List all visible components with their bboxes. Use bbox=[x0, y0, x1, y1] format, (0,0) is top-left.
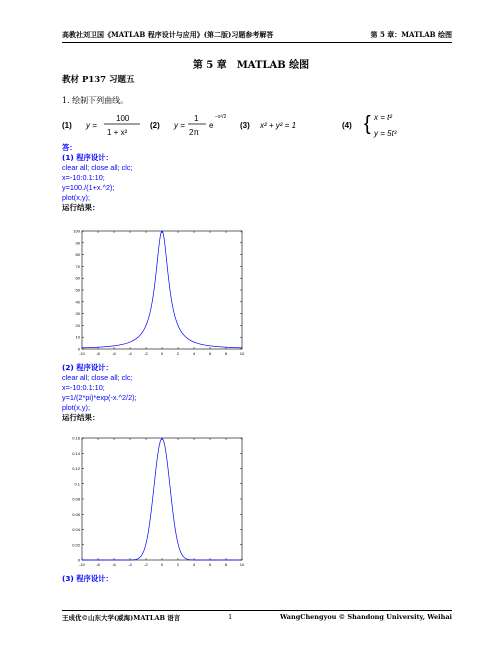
part2-code-line: y=1/(2*pi)*exp(-x.^2/2); bbox=[62, 393, 137, 402]
page-footer bbox=[62, 610, 452, 622]
y-tick-label: 0 bbox=[77, 557, 80, 563]
part1-code-line: y=100./(1+x.^2); bbox=[62, 183, 115, 192]
eq3-body: x² + y² = 1 bbox=[260, 121, 297, 130]
eq-label-4: (4) bbox=[342, 121, 352, 130]
part3-heading: (3) 程序设计： bbox=[62, 574, 113, 583]
y-tick-label: 0.14 bbox=[72, 450, 80, 456]
x-tick-label: 8 bbox=[224, 562, 228, 567]
x-tick-label: -2 bbox=[144, 351, 148, 356]
equations-row bbox=[62, 106, 442, 144]
eq2-den: 2π bbox=[189, 128, 199, 137]
x-tick-label: 6 bbox=[208, 351, 212, 356]
eq-label-1: (1) bbox=[62, 121, 72, 130]
plot-1 bbox=[62, 227, 252, 359]
x-tick-label: -2 bbox=[144, 562, 148, 567]
answer-block-1 bbox=[62, 143, 133, 213]
page-header bbox=[62, 30, 452, 43]
x-tick-label: 10 bbox=[239, 351, 245, 356]
x-tick-label: 2 bbox=[176, 562, 180, 567]
x-tick-label: 0 bbox=[160, 562, 164, 567]
x-tick-label: -4 bbox=[128, 562, 132, 567]
part1-result-label: 运行结果： bbox=[62, 203, 100, 212]
section-heading: 教材 P137 习题五 bbox=[62, 75, 135, 85]
x-tick-label: -8 bbox=[96, 562, 100, 567]
eq1-den: 1 + x² bbox=[107, 128, 128, 137]
y-tick-label: 0.04 bbox=[72, 527, 80, 532]
part2-heading: (2) 程序设计： bbox=[62, 363, 113, 372]
x-tick-label: -10 bbox=[79, 562, 85, 567]
x-tick-label: 0 bbox=[160, 351, 164, 356]
part2-code-line: clear all; close all; clc; bbox=[62, 373, 133, 382]
y-tick-label: 0.12 bbox=[72, 466, 80, 471]
plot-2 bbox=[62, 434, 252, 570]
question-text: 1. 绘制下列曲线。 bbox=[62, 96, 129, 105]
y-tick-label: 0 bbox=[77, 346, 80, 352]
x-tick-label: 4 bbox=[192, 562, 196, 567]
y-tick-label: 100 bbox=[73, 228, 80, 234]
page-number: 1 bbox=[228, 613, 233, 621]
answer-block-2 bbox=[62, 363, 137, 423]
part2-code-line: x=-10:0.1:10; bbox=[62, 383, 105, 392]
y-tick-label: 20 bbox=[75, 322, 80, 328]
y-tick-label: 50 bbox=[75, 287, 80, 293]
y-tick-label: 0.1 bbox=[74, 481, 80, 487]
part1-code-line: clear all; close all; clc; bbox=[62, 163, 133, 172]
y-tick-label: 90 bbox=[75, 240, 80, 246]
y-tick-label: 70 bbox=[75, 263, 80, 269]
eq4-brace: { bbox=[364, 113, 371, 135]
eq4-line2: y = 5t³ bbox=[374, 129, 397, 138]
eq2-lhs: y = bbox=[174, 121, 185, 130]
x-tick-label: 8 bbox=[224, 351, 228, 356]
x-tick-label: -8 bbox=[96, 351, 100, 356]
part1-heading: (1) 程序设计： bbox=[62, 153, 113, 162]
x-tick-label: 2 bbox=[176, 351, 180, 356]
answer-label: 答： bbox=[62, 143, 77, 152]
footer-left: 王成优©山东大学(威海)MATLAB 语言 bbox=[62, 614, 181, 622]
y-tick-label: 0.08 bbox=[72, 496, 80, 502]
chapter-title: 第 5 章 MATLAB 绘图 bbox=[192, 60, 310, 71]
plot-axes-box bbox=[82, 231, 242, 349]
y-tick-label: 0.02 bbox=[72, 542, 80, 548]
eq2-exp-base: e bbox=[209, 121, 214, 130]
eq1-num: 100 bbox=[116, 114, 130, 123]
x-tick-label: 10 bbox=[239, 562, 245, 567]
x-tick-label: -6 bbox=[112, 351, 116, 356]
x-tick-label: 6 bbox=[208, 562, 212, 567]
y-tick-label: 60 bbox=[75, 275, 80, 281]
y-tick-label: 30 bbox=[75, 311, 80, 317]
eq-label-3: (3) bbox=[240, 121, 250, 130]
y-tick-label: 80 bbox=[75, 252, 80, 258]
x-tick-label: 4 bbox=[192, 351, 196, 356]
eq4-line1: x = t² bbox=[374, 113, 393, 122]
y-tick-label: 40 bbox=[75, 299, 80, 305]
eq2-num: 1 bbox=[194, 114, 199, 123]
answer-block-3 bbox=[62, 574, 113, 584]
part1-code-line: x=-10:0.1:10; bbox=[62, 173, 105, 182]
eq1-lhs: y = bbox=[86, 121, 97, 130]
y-tick-label: 10 bbox=[75, 334, 80, 340]
x-tick-label: -10 bbox=[79, 351, 85, 356]
y-tick-label: 0.06 bbox=[72, 511, 80, 517]
x-tick-label: -6 bbox=[112, 562, 116, 567]
plot-axes-box bbox=[82, 438, 242, 560]
part1-code-line: plot(x,y); bbox=[62, 193, 90, 202]
eq2-exponent: −x²/2 bbox=[215, 114, 227, 120]
header-right: 第 5 章：MATLAB 绘图 bbox=[370, 30, 452, 39]
x-tick-label: -4 bbox=[128, 351, 132, 356]
footer-right: WangChengyou © Shandong University, Weihai bbox=[280, 613, 452, 621]
y-tick-label: 0.16 bbox=[72, 435, 80, 441]
eq-label-2: (2) bbox=[150, 121, 160, 130]
part2-result-label: 运行结果： bbox=[62, 413, 100, 422]
part2-code-line: plot(x,y); bbox=[62, 403, 90, 412]
header-left: 高教社刘卫国《MATLAB 程序设计与应用》(第二版)习题参考解答 bbox=[62, 30, 274, 39]
